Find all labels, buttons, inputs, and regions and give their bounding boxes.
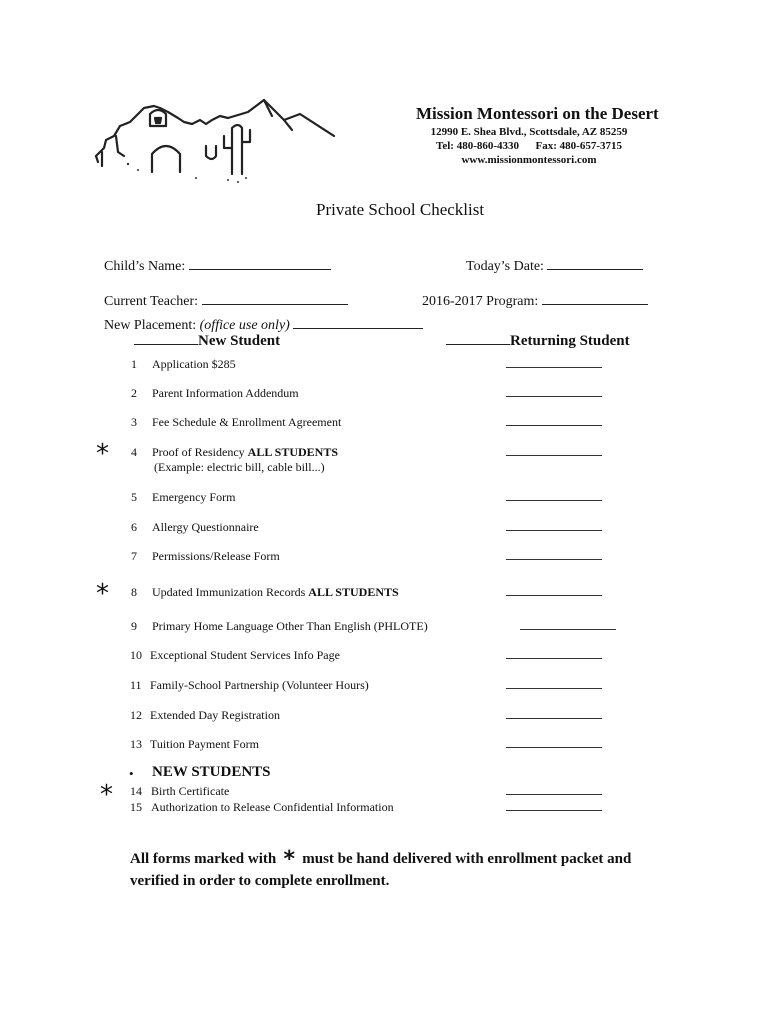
item-label	[152, 619, 428, 634]
school-website: www.missionmontessori.com	[461, 154, 597, 166]
item-number: 12	[130, 708, 142, 722]
item-label-text: Fee Schedule & Enrollment Agreement	[152, 415, 342, 429]
mission-bell-tower-desert-logo	[88, 96, 368, 188]
item-signature-line[interactable]	[506, 747, 602, 748]
item-number: 5	[131, 490, 137, 504]
required-star-icon: *	[283, 847, 295, 872]
item-label	[152, 585, 399, 600]
item-label-text: Parent Information Addendum	[152, 386, 299, 400]
item-label-authorization: Authorization to Release Confidential Information	[151, 800, 394, 814]
returning-student-blank[interactable]	[446, 331, 510, 345]
item-label-text: Family-School Partnership (Volunteer Hours)	[150, 678, 369, 692]
program-field[interactable]	[422, 292, 648, 310]
child-name-line[interactable]	[189, 257, 331, 270]
todays-date-line[interactable]	[547, 257, 643, 270]
item-number: 1	[131, 357, 137, 371]
item-label-text: Primary Home Language Other Than English (PHLOTE)	[152, 619, 428, 633]
item-number: 11	[130, 678, 142, 692]
item-signature-line[interactable]	[506, 595, 602, 596]
footer-note	[130, 846, 650, 892]
school-name: Mission Montessori on the Desert	[416, 104, 659, 123]
item-label-text: Emergency Form	[152, 490, 236, 504]
new-student-label: New Student	[198, 333, 281, 349]
item-signature-line[interactable]	[506, 794, 602, 795]
item-label	[152, 415, 341, 430]
item-label-text: Extended Day Registration	[150, 708, 280, 722]
new-student-blank[interactable]	[134, 331, 198, 345]
item-label	[152, 445, 338, 460]
item-signature-line[interactable]	[506, 658, 602, 659]
item-signature-line[interactable]	[506, 396, 602, 397]
new-students-bullet: •	[129, 766, 134, 781]
item-signature-line[interactable]	[506, 718, 602, 719]
footer-text-b: must be hand delivered with enrollment packet and verified in order to complete enrollment.	[130, 851, 632, 889]
program-label: 2016-2017 Program:	[422, 294, 539, 309]
item-label-emphasis: ALL STUDENTS	[308, 585, 399, 599]
item-label-text: Tuition Payment Form	[150, 737, 259, 751]
item-number: 7	[131, 549, 137, 563]
item-signature-line[interactable]	[506, 425, 602, 426]
item-label-text: Updated Immunization Records	[152, 585, 309, 599]
item-signature-line[interactable]	[520, 629, 616, 630]
item-label	[152, 549, 280, 564]
item-signature-line[interactable]	[506, 559, 602, 560]
page-title: Private School Checklist	[316, 200, 485, 219]
required-star-icon: *	[100, 780, 113, 810]
child-name-label: Child’s Name:	[104, 259, 186, 274]
item-label	[152, 490, 235, 505]
item-number: 15	[130, 800, 142, 814]
item-number: 6	[131, 520, 137, 534]
item-signature-line[interactable]	[506, 810, 602, 811]
returning-student-label: Returning Student	[510, 333, 630, 349]
new-placement-label: New Placement:	[104, 318, 197, 333]
program-line[interactable]	[542, 292, 648, 305]
item-label	[150, 648, 340, 663]
item-label-birth-certificate: Birth Certificate	[151, 784, 230, 798]
required-star-icon: *	[96, 439, 109, 469]
item-signature-line[interactable]	[506, 688, 602, 689]
item-number: 4	[131, 445, 137, 459]
item-number: 9	[131, 619, 137, 633]
item-label	[152, 520, 259, 535]
returning-student-column-head	[446, 331, 630, 350]
item-label	[150, 708, 280, 723]
item-label-text: Permissions/Release Form	[152, 549, 280, 563]
item-label-text: Application $285	[152, 357, 236, 371]
item-signature-line[interactable]	[506, 367, 602, 368]
todays-date-field[interactable]	[466, 257, 643, 275]
item-label-emphasis: ALL STUDENTS	[247, 445, 339, 459]
item-label-text: Exceptional Student Services Info Page	[150, 648, 340, 662]
item-label-text: Proof of Residency	[152, 445, 248, 459]
todays-date-label: Today’s Date:	[466, 259, 544, 274]
item-number: 2	[131, 386, 137, 400]
item-label	[152, 386, 299, 401]
item-signature-line[interactable]	[506, 500, 602, 501]
required-star-icon: *	[96, 579, 109, 609]
item-label	[152, 357, 236, 372]
item-signature-line[interactable]	[506, 530, 602, 531]
current-teacher-label: Current Teacher:	[104, 294, 198, 309]
school-phone-fax: Tel: 480-860-4330 Fax: 480-657-3715	[436, 140, 622, 152]
item-number: 3	[131, 415, 137, 429]
current-teacher-line[interactable]	[202, 292, 348, 305]
new-placement-note: (office use only)	[199, 318, 290, 333]
item-signature-line[interactable]	[506, 455, 602, 456]
new-student-column-head	[134, 331, 280, 350]
item-number: 13	[130, 737, 142, 751]
current-teacher-field[interactable]	[104, 292, 348, 310]
school-address: 12990 E. Shea Blvd., Scottsdale, AZ 85259	[430, 126, 628, 138]
item-number: 10	[130, 648, 142, 662]
new-students-heading: NEW STUDENTS	[152, 764, 271, 780]
item-number: 14	[130, 784, 142, 798]
item-sublabel: (Example: electric bill, cable bill...)	[154, 460, 325, 474]
item-label	[150, 737, 259, 752]
child-name-field[interactable]	[104, 257, 331, 275]
item-label	[150, 678, 369, 693]
item-label-text: Allergy Questionnaire	[152, 520, 259, 534]
footer-text-a: All forms marked with	[130, 851, 277, 867]
new-placement-line[interactable]	[293, 316, 423, 329]
item-number: 8	[131, 585, 137, 599]
